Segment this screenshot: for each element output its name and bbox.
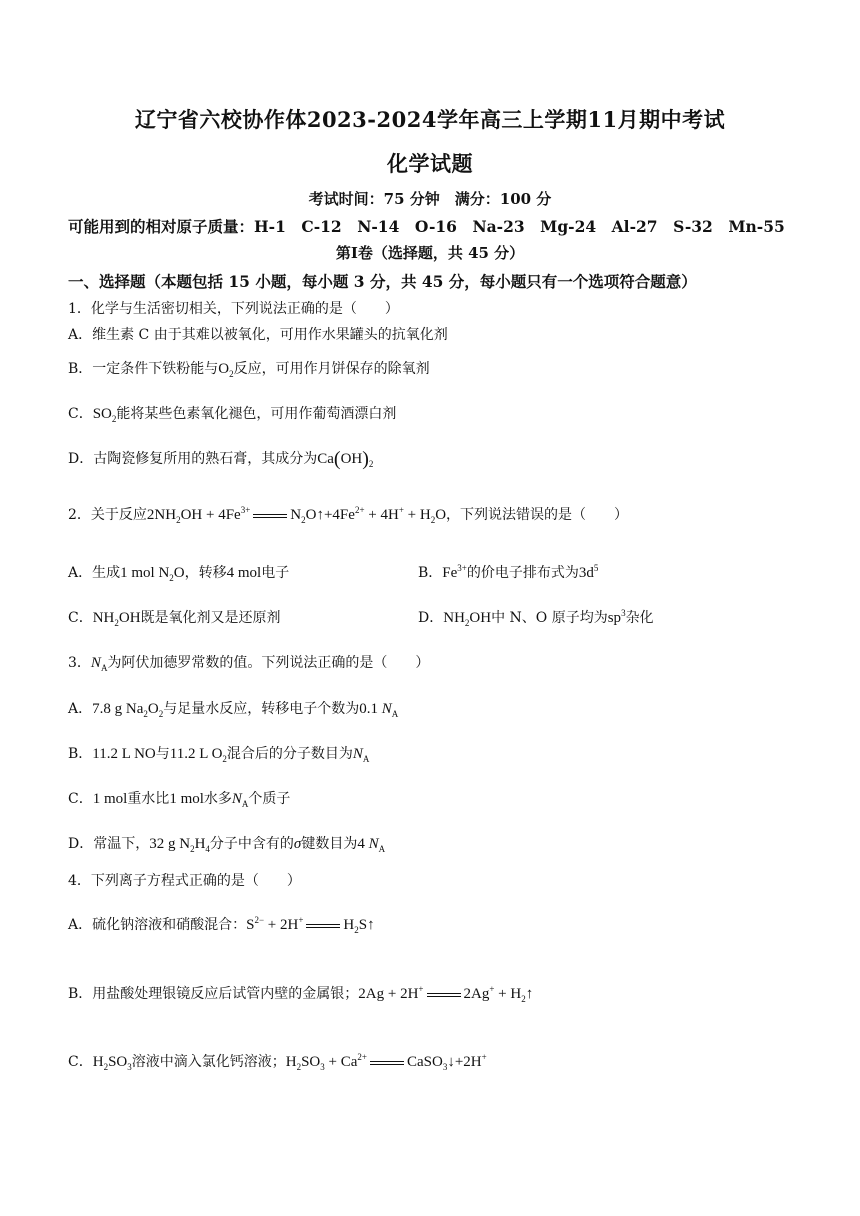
exam-info: 考试时间：75 分钟 满分：100 分 xyxy=(308,190,552,208)
q4-option-c: C．$H_2SO_3$溶液中滴入氯化钙溶液；$H_2SO_3 + Ca^{2+}$ CaSO$_3$↓+2H+ xyxy=(68,1052,487,1072)
q2-option-a: A．生成1 mol $N_2O$，转移4 mol电子 xyxy=(68,565,290,583)
exam-title: 辽宁省六校协作体2023-2024学年高三上学期11月期中考试 xyxy=(134,107,726,132)
subject-title: 化学试题 xyxy=(387,151,473,176)
q1-stem: 1．化学与生活密切相关，下列说法正确的是（ ） xyxy=(68,301,399,317)
q4-option-a: A．硫化钠溶液和硝酸混合：$S^{2-} + 2H^+$ $H_2S↑$ xyxy=(68,915,375,935)
q2-option-b: B．$Fe^{3+}$的价电子排布式为$3d^5$ xyxy=(418,563,599,581)
q1-option-c: C．$SO_2$能将某些色素氧化褪色，可用作葡萄酒漂白剂 xyxy=(68,406,397,424)
q1-option-a: A．维生素 C 由于其难以被氧化，可用作水果罐头的抗氧化剂 xyxy=(68,327,448,343)
q1-option-d: D．古陶瓷修复所用的熟石膏，其成分为$Ca(OH)_2$ xyxy=(68,448,374,470)
section-heading: 一、选择题（本题包括 15 小题，每小题 3 分，共 45 分，每小题只有一个选项符合题意） xyxy=(68,272,697,291)
q3-option-c: C．1 mol重水比1 mol水多$N_A$个质子 xyxy=(68,791,291,809)
atomic-masses: 可能用到的相对原子质量：H-1 C-12 N-14 O-16 Na-23 Mg-24 Al-27 S-32 Mn-55 xyxy=(68,217,785,236)
q3-option-d: D．常温下，32 g $N_2H_4$分子中含有的σ键数目为4 $N_A$ xyxy=(68,836,386,854)
q3-stem: 3．$N_A$为阿伏加德罗常数的值。下列说法正确的是（ ） xyxy=(68,655,430,673)
q4-option-b: B．用盐酸处理银镜反应后试管内壁的金属银；2Ag + 2H+ $2Ag^+ + H_2↑$ xyxy=(68,984,534,1004)
volume-heading: 第Ⅰ卷（选择题，共 45 分） xyxy=(335,244,525,262)
q1-option-b: B．一定条件下铁粉能与$O_2$反应，可用作月饼保存的除氧剂 xyxy=(68,361,430,379)
q3-option-a: A．7.8 g $Na_2O_2$与足量水反应，转移电子个数为0.1 $N_A$ xyxy=(68,701,399,719)
q2-option-c: C．$NH_2OH$既是氧化剂又是还原剂 xyxy=(68,610,281,628)
q3-option-b: B．11.2 L NO与11.2 L $O_2$混合后的分子数目为$N_A$ xyxy=(68,746,370,764)
q2-stem: 2．关于反应$2NH_2OH + 4Fe^{3+}$ $N_2O↑+4Fe^{2+} + 4H^+ + H_2O$，下列说法错误的是（ ） xyxy=(68,505,629,525)
q2-option-d: D．$NH_2OH$中 N、O 原子均为$sp^3$杂化 xyxy=(418,608,654,628)
q4-stem: 4．下列离子方程式正确的是（ ） xyxy=(68,873,301,889)
